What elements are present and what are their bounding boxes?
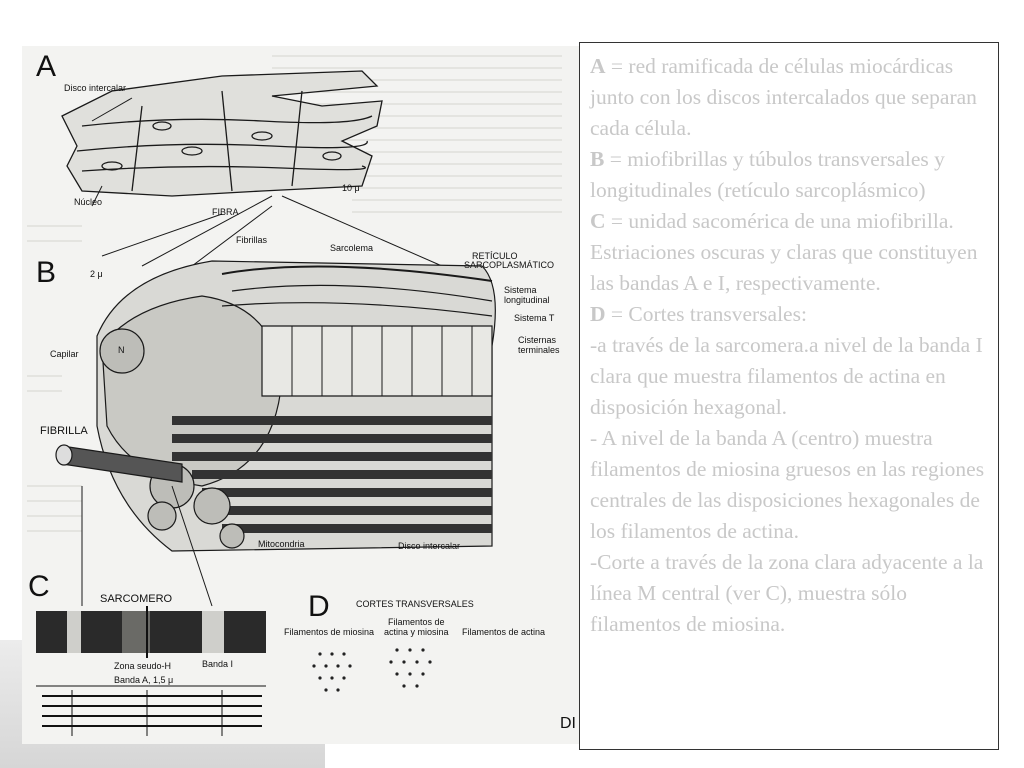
label-mitocondria: Mitocondria (258, 539, 305, 549)
label-banda-a: Banda A, 1,5 μ (114, 675, 174, 685)
label-sistema-t: Sistema T (514, 313, 555, 323)
label-terminales: terminales (518, 345, 560, 355)
label-capilar: Capilar (50, 349, 79, 359)
label-sarcomero: SARCOMERO (100, 593, 173, 605)
key-d: D (590, 302, 606, 326)
cutoff-text: DI (560, 715, 576, 732)
label-fibrilla: FIBRILLA (40, 425, 88, 437)
label-n: N (118, 345, 125, 355)
label-fibrillas: Fibrillas (236, 235, 268, 245)
label-nucleo: Núcleo (74, 197, 103, 207)
panel-d-drawing (312, 648, 431, 691)
line-2: - A nivel de la banda A (centro) muestra filamentos de miosina gruesos en las regiones centrales de las disposiciones hexagonales de los filamentos de actina. (590, 426, 985, 543)
label-fil-actina-miosina-1: Filamentos de (388, 617, 445, 627)
label-fil-miosina: Filamentos de miosina (284, 627, 375, 637)
label-cortes: CORTES TRANSVERSALES (356, 599, 474, 609)
text-b: = miofibrillas y túbulos transversales y longitudinales (retículo sarcoplásmico) (590, 147, 945, 202)
label-fil-actina: Filamentos de actina (462, 627, 546, 637)
label-reticulo: RETÍCULO (472, 251, 518, 261)
label-scale-2u: 2 μ (90, 269, 103, 279)
line-3: -Corte a través de la zona clara adyacente a la línea M central (ver C), muestra sólo filamentos de miosina. (590, 550, 984, 636)
panel-b-drawing (56, 261, 495, 606)
label-longitudinal: longitudinal (504, 295, 550, 305)
text-d: = Cortes transversales: (605, 302, 807, 326)
label-scale-10u: 10 μ (342, 183, 360, 193)
label-disco-intercalar: Disco intercalar (64, 83, 127, 93)
label-banda-i: Banda I (202, 659, 234, 669)
text-a: = red ramificada de células miocárdicas junto con los discos intercalados que separan cada célula. (590, 54, 977, 140)
key-b: B (590, 147, 605, 171)
label-disco-intercalar-b: Disco intercalar (398, 541, 461, 551)
label-sarcoplasmatico: SARCOPLASMÁTICO (464, 260, 555, 270)
description-text-box (579, 42, 999, 750)
key-c: C (590, 209, 606, 233)
text-c: = unidad sacomérica de una miofibrilla. Estriaciones oscuras y claras que constituyen las bandas A e I, respectivamente. (590, 209, 978, 295)
label-fil-actina-miosina-2: actina y miosina (384, 627, 449, 637)
key-a: A (590, 54, 606, 78)
label-fibra: FIBRA (212, 207, 239, 217)
panel-d-label: D (308, 590, 330, 623)
panel-c-drawing (36, 606, 266, 736)
label-zona-seudo-h: Zona seudo-H (114, 661, 172, 671)
panel-a-label: A (36, 50, 57, 83)
panel-b-label: B (36, 256, 57, 289)
label-cisternas: Cisternas (518, 335, 557, 345)
description-paragraph (590, 51, 988, 640)
panel-c-label: C (28, 570, 50, 603)
line-1: -a través de la sarcomera.a nivel de la banda I clara que muestra filamentos de actina en disposición hexagonal. (590, 333, 983, 419)
label-sarcolema: Sarcolema (330, 243, 374, 253)
anatomy-figure (22, 46, 582, 744)
figure-drawing (22, 46, 582, 744)
label-sistema: Sistema (504, 285, 537, 295)
